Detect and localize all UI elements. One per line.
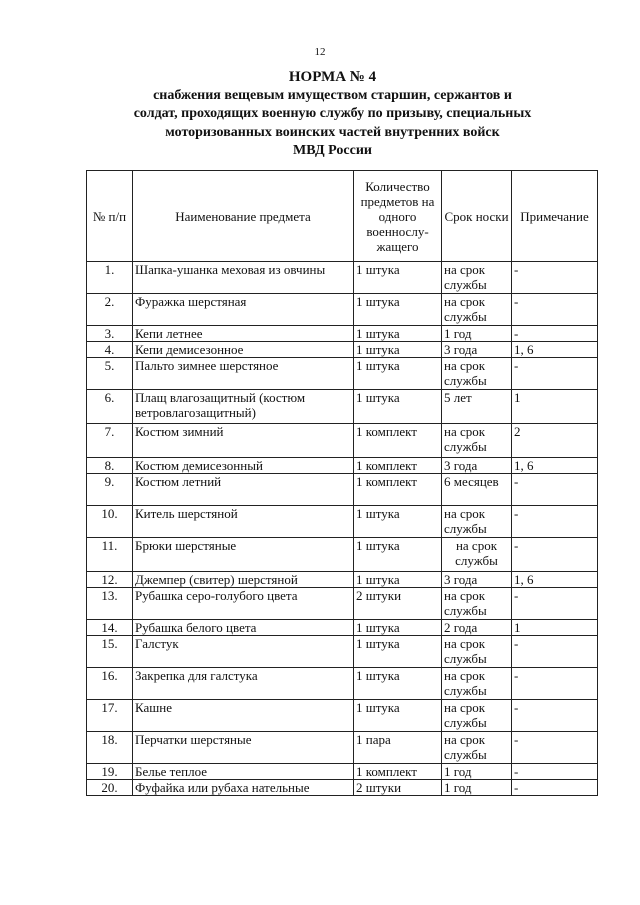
- document-title: [70, 68, 595, 161]
- row-qty: 2 штуки: [354, 780, 442, 796]
- row-num: 8.: [87, 458, 133, 474]
- row-note: -: [512, 636, 598, 668]
- table-row: [87, 636, 598, 668]
- row-note: 1, 6: [512, 572, 598, 588]
- table-row: [87, 538, 598, 572]
- table-row: [87, 764, 598, 780]
- row-num: 6.: [87, 390, 133, 424]
- row-qty: 1 штука: [354, 700, 442, 732]
- row-name: Галстук: [133, 636, 354, 668]
- table-row: [87, 668, 598, 700]
- header-num: № п/п: [87, 171, 133, 262]
- row-term: 6 месяцев: [442, 474, 512, 506]
- row-qty: 1 штука: [354, 572, 442, 588]
- row-note: -: [512, 262, 598, 294]
- row-num: 2.: [87, 294, 133, 326]
- row-term: на срок службы: [442, 506, 512, 538]
- row-num: 14.: [87, 620, 133, 636]
- table-row: [87, 342, 598, 358]
- title-line-5: МВД России: [293, 143, 372, 158]
- table-row: [87, 474, 598, 506]
- row-name: Фуражка шерстяная: [133, 294, 354, 326]
- row-term: на срок службы: [442, 294, 512, 326]
- row-qty: 1 штука: [354, 358, 442, 390]
- row-term: на срок службы: [442, 424, 512, 458]
- row-term: 1 год: [442, 764, 512, 780]
- header-name: Наименование предмета: [133, 171, 354, 262]
- table-row: [87, 588, 598, 620]
- table-row: [87, 572, 598, 588]
- row-note: -: [512, 474, 598, 506]
- title-line-3: солдат, проходящих военную службу по призыву, специальных: [133, 106, 532, 121]
- row-name: Костюм зимний: [133, 424, 354, 458]
- row-qty: 1 комплект: [354, 764, 442, 780]
- norm-table: [86, 170, 598, 796]
- row-qty: 1 пара: [354, 732, 442, 764]
- title-line-2: снабжения вещевым имуществом старшин, сержантов и: [153, 87, 512, 103]
- row-term: 3 года: [442, 458, 512, 474]
- table-row: [87, 732, 598, 764]
- table-row: [87, 358, 598, 390]
- row-note: -: [512, 326, 598, 342]
- row-num: 16.: [87, 668, 133, 700]
- row-note: -: [512, 668, 598, 700]
- row-num: 4.: [87, 342, 133, 358]
- row-name: Плащ влагозащитный (костюм ветровлагозащитный): [133, 390, 354, 424]
- row-note: -: [512, 538, 598, 572]
- row-term: 3 года: [442, 342, 512, 358]
- row-note: 1, 6: [512, 458, 598, 474]
- row-name: Рубашка белого цвета: [133, 620, 354, 636]
- row-name: Фуфайка или рубаха нательные: [133, 780, 354, 796]
- row-term: на срок службы: [442, 700, 512, 732]
- table-row: [87, 506, 598, 538]
- row-qty: 1 штука: [354, 506, 442, 538]
- header-qty: Количество предметов на одного военнослу-жащего: [354, 171, 442, 262]
- table-row: [87, 424, 598, 458]
- row-name: Кепи демисезонное: [133, 342, 354, 358]
- row-num: 15.: [87, 636, 133, 668]
- row-note: -: [512, 588, 598, 620]
- row-qty: 1 штука: [354, 390, 442, 424]
- row-name: Белье теплое: [133, 764, 354, 780]
- row-num: 5.: [87, 358, 133, 390]
- row-qty: 1 комплект: [354, 474, 442, 506]
- table-row: [87, 700, 598, 732]
- table-row: [87, 458, 598, 474]
- row-note: 1, 6: [512, 342, 598, 358]
- header-note: Примечание: [512, 171, 598, 262]
- row-note: -: [512, 780, 598, 796]
- row-qty: 1 штука: [354, 262, 442, 294]
- row-note: -: [512, 294, 598, 326]
- row-note: 2: [512, 424, 598, 458]
- table-row: [87, 294, 598, 326]
- row-name: Брюки шерстяные: [133, 538, 354, 572]
- row-name: Костюм демисезонный: [133, 458, 354, 474]
- row-qty: 1 штука: [354, 636, 442, 668]
- row-num: 17.: [87, 700, 133, 732]
- row-term: 2 года: [442, 620, 512, 636]
- row-note: -: [512, 700, 598, 732]
- row-num: 10.: [87, 506, 133, 538]
- row-term: на срок службы: [442, 538, 512, 572]
- row-qty: 1 штука: [354, 668, 442, 700]
- row-note: 1: [512, 390, 598, 424]
- table-row: [87, 390, 598, 424]
- row-num: 12.: [87, 572, 133, 588]
- row-qty: 1 штука: [354, 620, 442, 636]
- row-term: 5 лет: [442, 390, 512, 424]
- row-num: 11.: [87, 538, 133, 572]
- row-qty: 1 штука: [354, 326, 442, 342]
- row-term: на срок службы: [442, 636, 512, 668]
- row-note: -: [512, 358, 598, 390]
- row-name: Джемпер (свитер) шерстяной: [133, 572, 354, 588]
- row-qty: 2 штуки: [354, 588, 442, 620]
- page-number: 12: [314, 46, 326, 58]
- row-note: -: [512, 732, 598, 764]
- table-row: [87, 262, 598, 294]
- row-term: на срок службы: [442, 358, 512, 390]
- row-num: 3.: [87, 326, 133, 342]
- title-line-4: моторизованных воинских частей внутренних войск: [165, 124, 500, 140]
- row-term: 1 год: [442, 780, 512, 796]
- table-row: [87, 620, 598, 636]
- row-name: Кепи летнее: [133, 326, 354, 342]
- row-term: на срок службы: [442, 732, 512, 764]
- row-num: 18.: [87, 732, 133, 764]
- table-row: [87, 780, 598, 796]
- row-term: на срок службы: [442, 588, 512, 620]
- table-row: [87, 326, 598, 342]
- row-name: Закрепка для галстука: [133, 668, 354, 700]
- row-num: 7.: [87, 424, 133, 458]
- row-num: 19.: [87, 764, 133, 780]
- row-num: 1.: [87, 262, 133, 294]
- row-num: 9.: [87, 474, 133, 506]
- row-name: Пальто зимнее шерстяное: [133, 358, 354, 390]
- row-name: Рубашка серо-голубого цвета: [133, 588, 354, 620]
- row-qty: 1 штука: [354, 342, 442, 358]
- row-name: Шапка-ушанка меховая из овчины: [133, 262, 354, 294]
- norm-title: НОРМА № 4: [288, 69, 377, 85]
- row-num: 13.: [87, 588, 133, 620]
- row-note: -: [512, 506, 598, 538]
- row-note: -: [512, 764, 598, 780]
- row-qty: 1 комплект: [354, 458, 442, 474]
- table-header-row: [87, 171, 598, 262]
- row-term: на срок службы: [442, 262, 512, 294]
- row-name: Костюм летний: [133, 474, 354, 506]
- row-term: 1 год: [442, 326, 512, 342]
- header-term: Срок носки: [442, 171, 512, 262]
- row-num: 20.: [87, 780, 133, 796]
- row-qty: 1 штука: [354, 294, 442, 326]
- row-term: 3 года: [442, 572, 512, 588]
- row-term: на срок службы: [442, 668, 512, 700]
- row-name: Китель шерстяной: [133, 506, 354, 538]
- row-name: Перчатки шерстяные: [133, 732, 354, 764]
- row-qty: 1 комплект: [354, 424, 442, 458]
- row-note: 1: [512, 620, 598, 636]
- row-qty: 1 штука: [354, 538, 442, 572]
- row-name: Кашне: [133, 700, 354, 732]
